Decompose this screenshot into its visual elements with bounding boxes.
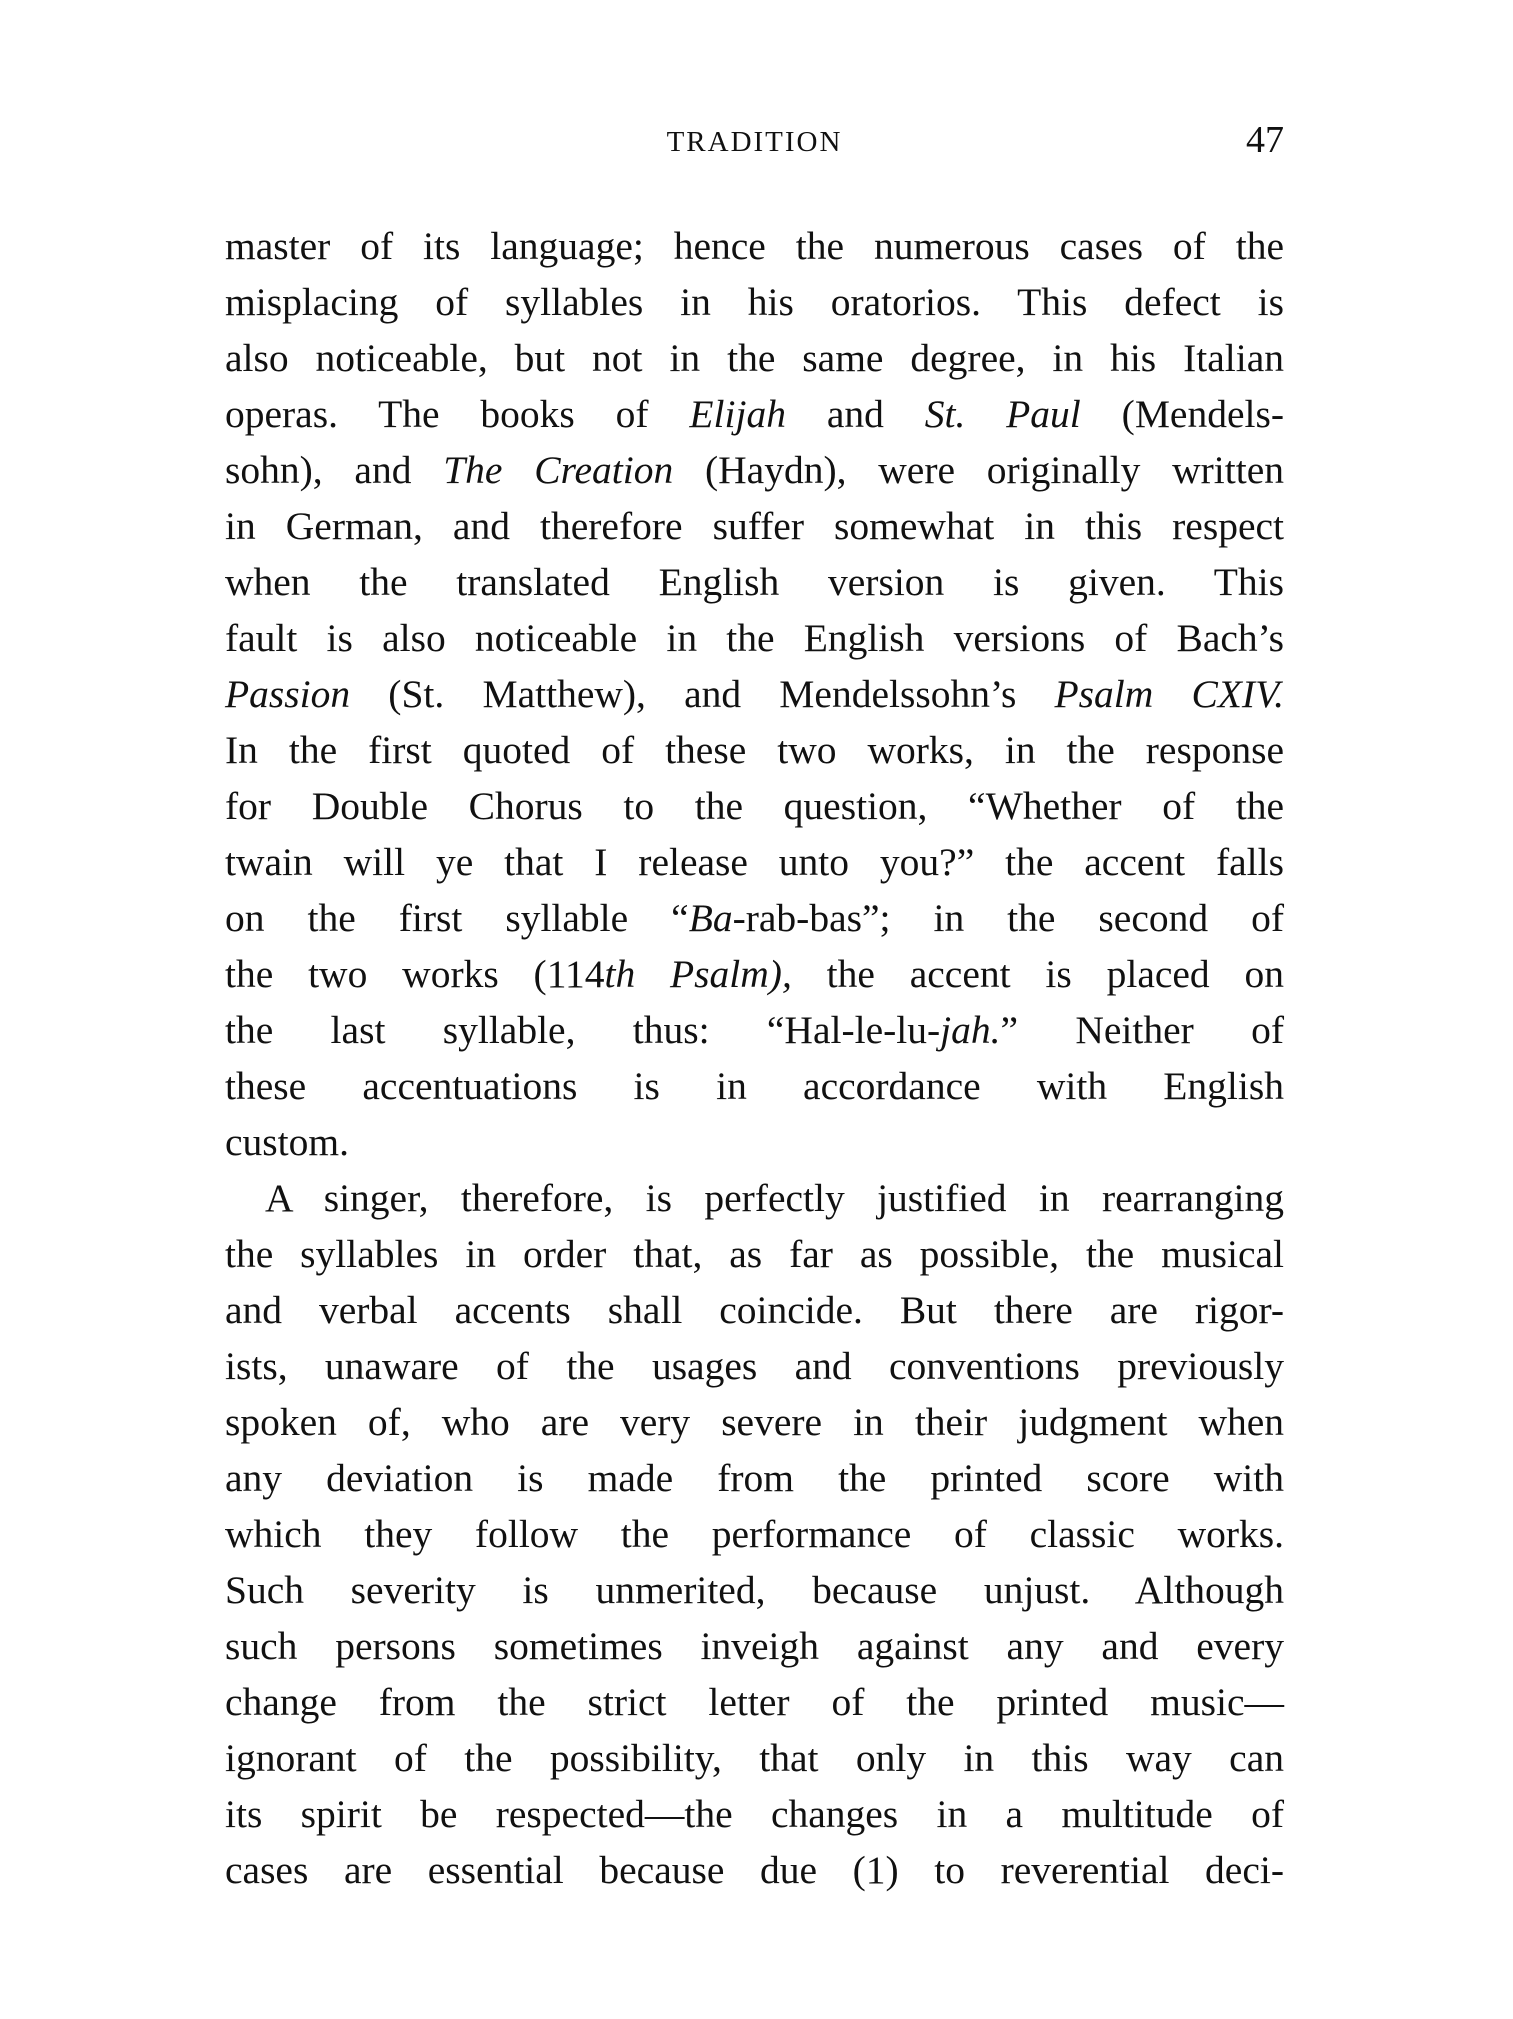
text-line: such persons sometimes inveigh against any and every [225,1624,1284,1668]
text-line [225,386,1284,442]
text-line [225,1002,1284,1058]
text-line: for Double Chorus to the question, “Whether of the [225,784,1284,828]
text-line: its spirit be respected—the changes in a multitude of [225,1792,1284,1836]
text-line [225,442,1284,498]
title-psalm: th Psalm), [604,952,792,996]
text-run: the accent is placed on [791,952,1284,996]
text-line: any deviation is made from the printed score with [225,1456,1284,1500]
running-title: TRADITION [666,126,843,158]
text-line: ignorant of the possibility, that only in this way can [225,1736,1284,1780]
text-line: fault is also noticeable in the English versions of Bach’s [225,616,1284,660]
text-line: when the translated English version is given. This [225,560,1284,604]
text-line: these accentuations is in accordance with English [225,1064,1284,1108]
text-line: misplacing of syllables in his oratorios. This defect is [225,280,1284,324]
text-run: (Mendels- [1080,392,1284,436]
text-line [225,666,1284,722]
text-line: which they follow the performance of classic works. [225,1512,1284,1556]
text-line: spoken of, who are very severe in their judgment when [225,1400,1284,1444]
title-the-creation: The Creation [443,448,674,492]
text-line: In the first quoted of these two works, in the response [225,728,1284,772]
text-line: master of its language; hence the numerous cases of the [225,224,1284,268]
title-elijah: Elijah [689,392,786,436]
text-line: in German, and therefore suffer somewhat in this respect [225,504,1284,548]
text-run: operas. The books of [225,392,690,436]
title-psalm-cxiv: Psalm CXIV. [1054,672,1284,716]
text-line: ists, unaware of the usages and conventions previously [225,1344,1284,1388]
text-run: on the first syllable “ [225,896,689,940]
text-run: ” Neither of [1000,1008,1284,1052]
text-line: change from the strict letter of the printed music— [225,1680,1284,1724]
title-passion: Passion [225,672,351,716]
accented-syllable: Ba [688,896,733,940]
text-line: cases are essential because due (1) to reverential deci- [225,1848,1284,1892]
text-line [225,946,1284,1002]
text-line: A singer, therefore, is perfectly justified in rearranging [265,1176,1284,1220]
page-number: 47 [1246,119,1284,161]
text-run: the two works (114 [225,952,605,996]
title-st-paul: St. Paul [924,392,1081,436]
text-run: sohn), and [225,448,444,492]
text-line: custom. [225,1120,349,1164]
text-line: also noticeable, but not in the same degree, in his Italian [225,336,1284,380]
text-run: (Haydn), were originally written [673,448,1285,492]
accented-syllable: jah. [940,1008,1001,1052]
text-line [225,890,1284,946]
text-line: Such severity is unmerited, because unjust. Although [225,1568,1284,1612]
text-run: the last syllable, thus: “Hal-le-lu- [225,1008,941,1052]
text-run: -rab-bas”; in the second of [732,896,1284,940]
text-line: and verbal accents shall coincide. But there are rigor- [225,1288,1284,1332]
text-run: (St. Matthew), and Mendelssohn’s [350,672,1055,716]
running-head [225,118,1284,178]
text-run: and [785,392,925,436]
text-line: twain will ye that I release unto you?” the accent falls [225,840,1284,884]
text-line: the syllables in order that, as far as possible, the musical [225,1232,1284,1276]
body-text [225,218,1284,1898]
